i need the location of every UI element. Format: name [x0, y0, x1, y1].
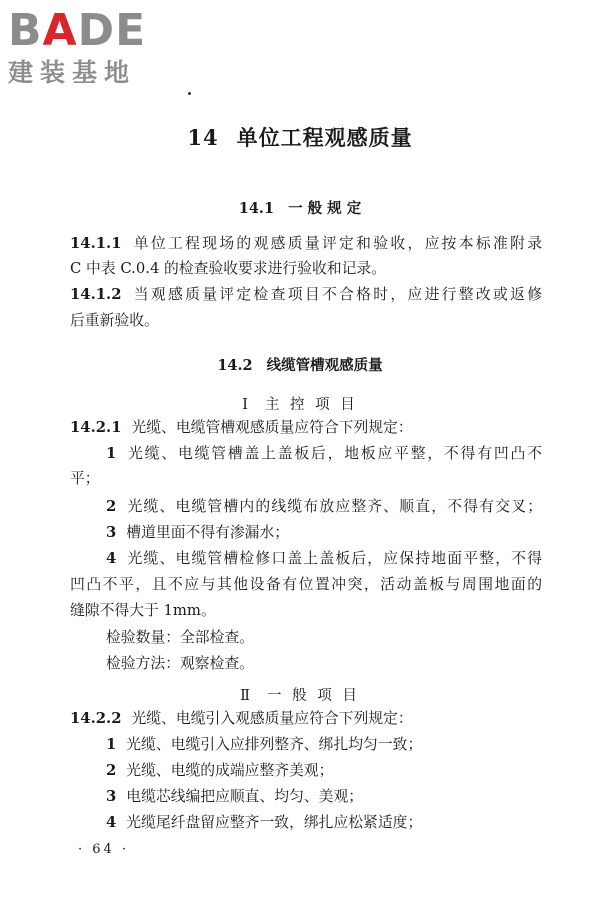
subsection-title-main-control — [0, 393, 600, 414]
clause-14-2-1-item-4-line-1: 4 光缆、电缆管槽检修口盖上盖板后，应保持地面平整，不得 — [106, 550, 542, 567]
chapter-title-text: 单位工程观感质量 — [236, 125, 413, 150]
clause-id: 14.1.1 — [70, 235, 122, 252]
clause-14-2-2-item-2: 2 光缆、电缆的成端应整齐美观； — [106, 762, 334, 779]
page-number: · 64 · — [78, 842, 130, 857]
section-title-text: 一 般 规 定 — [288, 200, 362, 217]
clause-14-2-2-item-3: 3 电缆芯线编把应顺直、均匀、美观； — [106, 788, 364, 805]
subsection-numeral: Ⅱ — [240, 688, 254, 704]
logo-brand: BADE — [8, 5, 147, 56]
subsection-numeral: Ⅰ — [242, 397, 251, 413]
section-number: 14.1 — [238, 200, 275, 217]
section-title-14-2 — [0, 354, 600, 375]
section-title-text: 线缆管槽观感质量 — [266, 357, 383, 374]
clause-14-2-1-item-4-line-3: 缝隙不得大于 1mm。 — [70, 602, 216, 619]
section-number: 14.2 — [217, 357, 253, 374]
chapter-title — [0, 122, 600, 152]
clause-14-2-1-item-4-line-2: 凹凸不平，且不应与其他设备有位置冲突，活动盖板与周围地面的 — [70, 576, 542, 593]
inspection-quantity: 检验数量：全部检查。 — [106, 629, 254, 646]
clause-14-2-1-item-1-line-1: 1 光缆、电缆管槽盖上盖板后，地板应平整，不得有凹凸不 — [106, 445, 542, 462]
clause-id: 14.1.2 — [70, 286, 122, 303]
item-number: 2 — [106, 498, 117, 515]
item-number: 1 — [106, 736, 117, 753]
logo-subtitle: 建装基地 — [8, 58, 137, 87]
item-number: 3 — [106, 788, 117, 805]
bade-logo — [8, 6, 188, 88]
subsection-title-text: 主 控 项 目 — [264, 397, 358, 413]
clause-14-2-2-item-1: 1 光缆、电缆引入应排列整齐、绑扎均匀一致； — [106, 736, 423, 753]
item-number: 4 — [106, 550, 117, 567]
item-number: 3 — [106, 524, 117, 541]
inspection-method: 检验方法：观察检查。 — [106, 655, 254, 672]
clause-14-2-1-intro: 14.2.1 光缆、电缆管槽观感质量应符合下列规定： — [70, 419, 413, 436]
chapter-number: 14 — [187, 125, 219, 150]
clause-14-2-2-item-4: 4 光缆尾纤盘留应整齐一致，绑扎应松紧适度； — [106, 814, 423, 831]
clause-14-1-2-line-1: 14.1.2 当观感质量评定检查项目不合格时，应进行整改或返修 — [70, 286, 542, 303]
decorative-dot — [188, 92, 191, 95]
clause-14-2-1-item-1-line-2: 平； — [70, 470, 100, 487]
subsection-title-general — [0, 684, 600, 705]
item-number: 2 — [106, 762, 117, 779]
clause-id: 14.2.2 — [70, 710, 122, 727]
clause-id: 14.2.1 — [70, 419, 122, 436]
clause-14-2-1-item-2: 2 光缆、电缆管槽内的线缆布放应整齐、顺直，不得有交叉； — [106, 498, 542, 515]
subsection-title-text: 一 般 项 目 — [267, 688, 360, 704]
clause-14-1-1-line-2: C 中表 C.0.4 的检查验收要求进行验收和记录。 — [70, 260, 387, 277]
logo-brand-accent: A — [42, 5, 78, 56]
clause-14-2-2-intro: 14.2.2 光缆、电缆引入观感质量应符合下列规定： — [70, 710, 413, 727]
item-number: 4 — [106, 814, 117, 831]
clause-14-1-2-line-2: 后重新验收。 — [70, 312, 159, 329]
clause-14-1-1-line-1: 14.1.1 单位工程现场的观感质量评定和验收，应按本标准附录 — [70, 235, 542, 252]
item-number: 1 — [106, 445, 117, 462]
section-title-14-1 — [0, 197, 600, 218]
clause-14-2-1-item-3: 3 槽道里面不得有渗漏水； — [106, 524, 290, 541]
